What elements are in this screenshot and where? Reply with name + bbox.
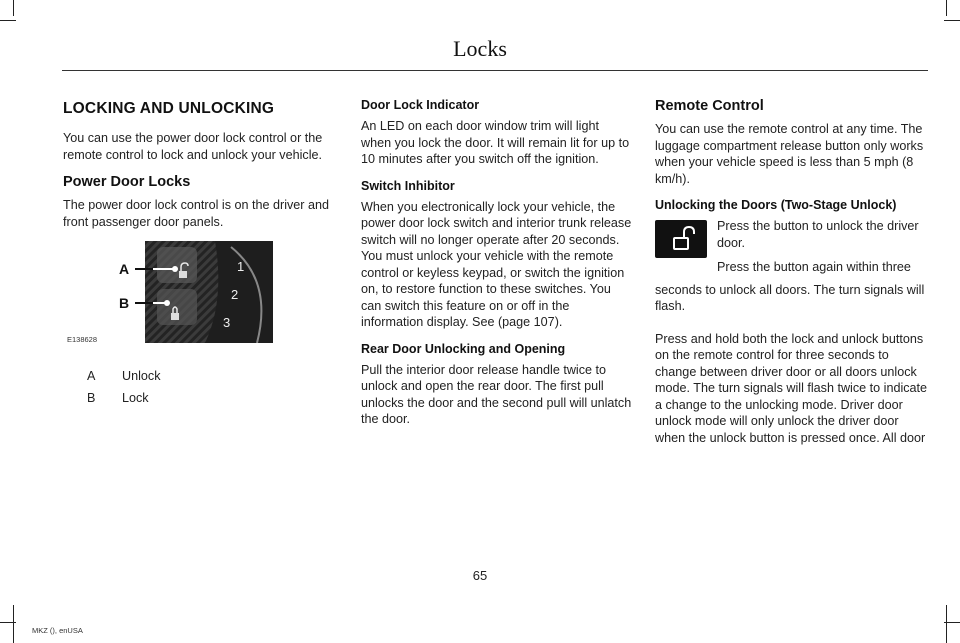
paragraph-press-hold: Press and hold both the lock and unlock buttons on the remote control for three seconds to change between driver door or all doors unlock mode. The turn signals will flash twice to indicate a change to the unlocking mode. Driver door unlock mode will only unlock the driver door when the unlock button is pressed once. All door — [655, 331, 928, 445]
heading-two-stage-unlock: Unlocking the Doors (Two-Stage Unlock) — [655, 198, 897, 212]
subsection-title: Power Door Locks — [63, 174, 191, 190]
paragraph-door-lock-indicator: An LED on each door window trim will light when you lock the door. It will remain lit for up to 10 minutes after you switch off the ignition. — [361, 119, 630, 166]
paragraph-remote-control: You can use the remote control at any time. The luggage compartment release button only works when your vehicle speed is less than 5 mph (8 km/h). — [655, 122, 924, 186]
paragraph-switch-inhibitor: When you electronically lock your vehicle, the power door lock switch and interior trunk release switch will no longer operate after 20 seconds. You must unlock your vehicle with the remote control or keyless keypad, or switch the ignition on, to restore function to these switches. You can switch this feature on or off in the information display. See (page 107). — [361, 199, 632, 329]
legend-key: B — [87, 391, 96, 405]
figure-legend — [63, 365, 336, 409]
figure-number-1: 1 — [237, 259, 245, 274]
column-right — [655, 98, 929, 457]
figure-code: E138628 — [67, 335, 98, 344]
crop-mark — [13, 0, 14, 16]
heading-rear-door: Rear Door Unlocking and Opening — [361, 341, 566, 356]
callout-a: A — [119, 261, 130, 277]
header-rule — [62, 70, 928, 71]
crop-mark — [946, 605, 947, 643]
page-number: 65 — [472, 568, 488, 583]
crop-mark — [0, 20, 16, 21]
page-header-title: Locks — [453, 36, 507, 61]
paragraph-rear-door: Pull the interior door release handle twice to unlock and open the rear door. The first pull unlocks the door and the second pull will unlatch the door. — [361, 362, 632, 426]
paragraph-press-once: Press the button to unlock the driver door. — [717, 219, 919, 250]
column-middle — [361, 98, 632, 439]
crop-mark — [946, 0, 947, 16]
figure-number-2: 2 — [231, 287, 239, 302]
callout-lines — [113, 259, 153, 319]
figure-number-3: 3 — [223, 315, 231, 330]
crop-mark — [0, 622, 16, 623]
heading-door-lock-indicator: Door Lock Indicator — [361, 98, 480, 112]
door-lock-figure — [63, 241, 336, 351]
legend-label: Lock — [122, 391, 149, 405]
callout-b: B — [119, 295, 130, 311]
legend-row — [63, 387, 336, 409]
unlock-instruction — [655, 218, 929, 276]
legend-row — [63, 365, 336, 387]
intro-paragraph: You can use the power door lock control or the remote control to lock and unlock your vehicle. — [63, 131, 323, 162]
crop-mark — [944, 622, 960, 623]
footer-text: MKZ (), enUSA — [32, 626, 83, 635]
heading-remote-control: Remote Control — [655, 98, 764, 114]
crop-mark — [13, 605, 14, 643]
heading-switch-inhibitor: Switch Inhibitor — [361, 178, 455, 193]
paragraph-press-again-b: seconds to unlock all doors. The turn signals will flash. — [655, 282, 925, 313]
subsection-paragraph: The power door lock control is on the driver and front passenger door panels. — [63, 198, 330, 229]
door-lock-switch-image — [145, 241, 273, 343]
remote-unlock-icon — [655, 220, 707, 258]
legend-label: Unlock — [122, 369, 161, 383]
paragraph-press-again-a: Press the button again within three — [717, 260, 911, 274]
legend-key: A — [87, 369, 96, 383]
section-title: LOCKING AND UNLOCKING — [63, 100, 275, 117]
crop-mark — [944, 20, 960, 21]
column-left — [63, 94, 336, 409]
